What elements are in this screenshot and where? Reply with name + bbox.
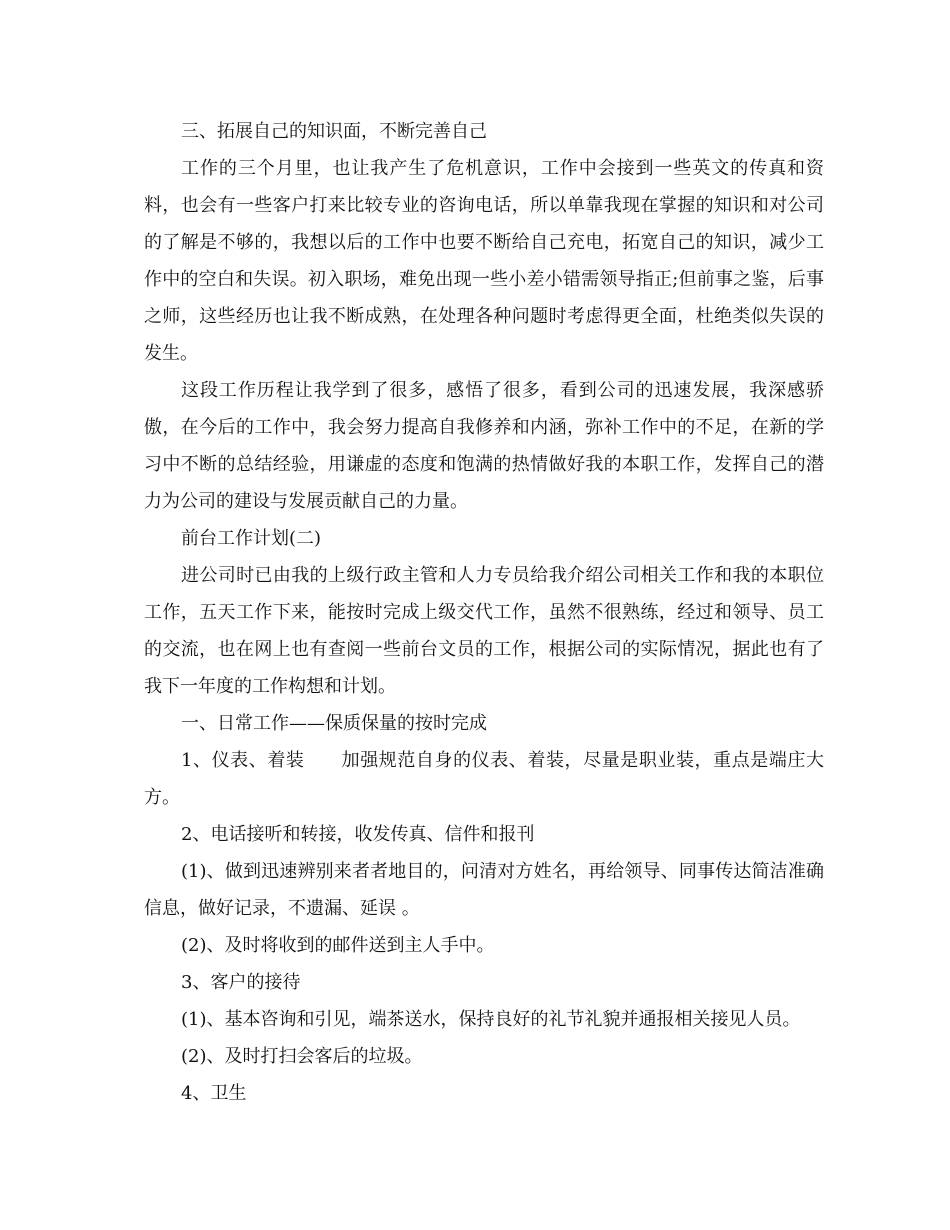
section-heading: 三、拓展自己的知识面，不断完善自己 bbox=[181, 121, 487, 142]
list-item: (2)、及时打扫会客后的垃圾。 bbox=[181, 1046, 423, 1067]
list-item: (2)、及时将收到的邮件送到主人手中。 bbox=[181, 935, 495, 956]
list-item: 4、卫生 bbox=[181, 1083, 247, 1104]
section-heading: 前台工作计划(二) bbox=[181, 528, 322, 549]
list-item: (1)、基本咨询和引见，端茶送水，保持良好的礼节礼貌并通报相关接见人员。 bbox=[181, 1009, 801, 1030]
body-paragraph: 进公司时已由我的上级行政主管和人力专员给我介绍公司相关工作和我的本职位工作，五天工作下来，能按时完成上级交代工作，虽然不很熟练，经过和领导、员工的交流，也在网上也有查阅一些前台文员的工作，根据公司的实际情况，据此也有了我下一年度的工作构想和计划。 bbox=[144, 565, 824, 697]
body-paragraph: 工作的三个月里，也让我产生了危机意识，工作中会接到一些英文的传真和资料，也会有一些客户打来比较专业的咨询电话，所以单靠我现在掌握的知识和对公司的了解是不够的，我想以后的工作中也要不断给自己充电，拓宽自己的知识，减少工作中的空白和失误。初入职场，难免出现一些小差小错需领导指正;但前事之鉴，后事之师，这些经历也让我不断成熟，在处理各种问题时考虑得更全面，杜绝类似失误的发生。 bbox=[144, 158, 824, 364]
list-item: 1、仪表、着装 加强规范自身的仪表、着装，尽量是职业装，重点是端庄大方。 bbox=[144, 750, 824, 808]
list-item: 3、客户的接待 bbox=[181, 972, 301, 993]
document-body bbox=[144, 113, 824, 1112]
list-item: (1)、做到迅速辨别来者者地目的，问清对方姓名，再给领导、同事传达简洁准确信息，做好记录，不遗漏、延误 。 bbox=[144, 861, 824, 919]
section-heading: 一、日常工作——保质保量的按时完成 bbox=[181, 713, 487, 734]
list-item: 2、电话接听和转接，收发传真、信件和报刊 bbox=[181, 824, 535, 845]
body-paragraph: 这段工作历程让我学到了很多，感悟了很多，看到公司的迅速发展，我深感骄傲，在今后的工作中，我会努力提高自我修养和内涵，弥补工作中的不足，在新的学习中不断的总结经验，用谦虚的态度和饱满的热情做好我的本职工作，发挥自己的潜力为公司的建设与发展贡献自己的力量。 bbox=[144, 380, 824, 512]
